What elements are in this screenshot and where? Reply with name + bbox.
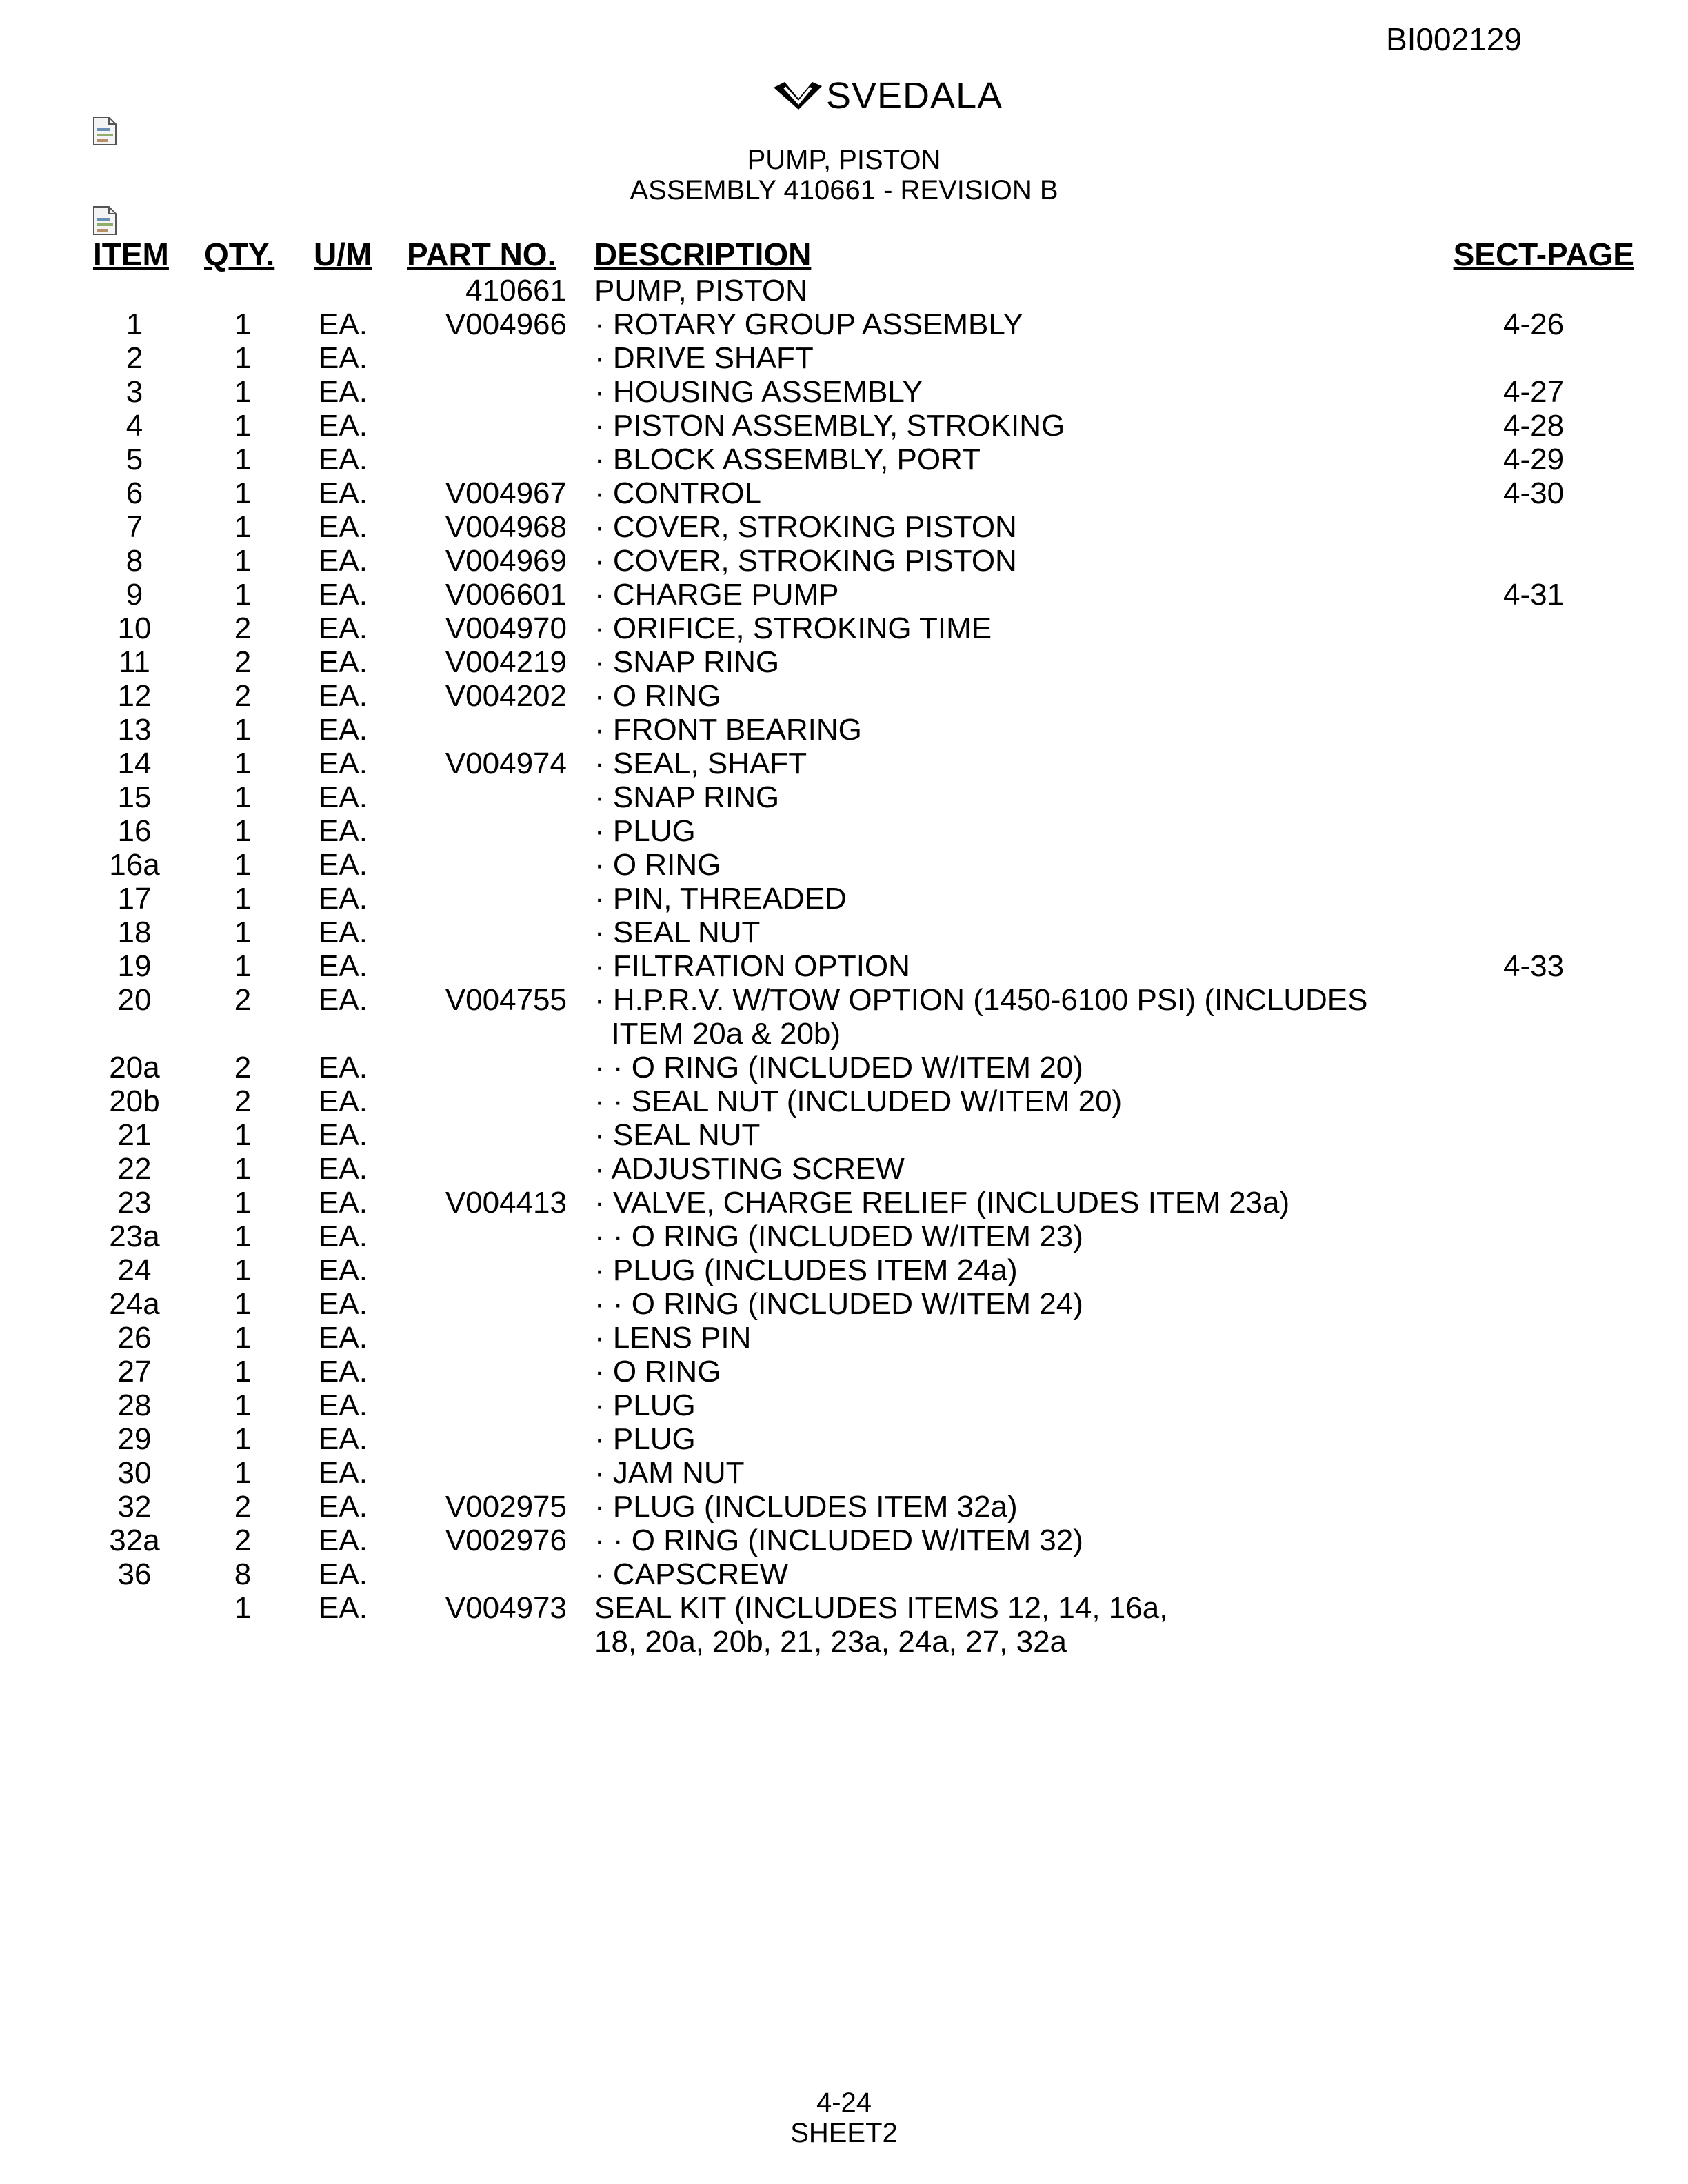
- description-cell: [594, 443, 981, 476]
- item-cell: 16a: [109, 848, 160, 882]
- description-line: · PLUG (INCLUDES ITEM 32a): [594, 1490, 1018, 1524]
- um-cell: EA.: [319, 1253, 368, 1287]
- table-row: [0, 1186, 1688, 1220]
- description-line: · O RING: [594, 848, 721, 882]
- description-cell: [594, 611, 992, 645]
- um-cell: EA.: [319, 578, 368, 611]
- qty-cell: 1: [234, 1422, 252, 1456]
- table-row: [0, 679, 1688, 713]
- description-line: · FILTRATION OPTION: [594, 949, 910, 983]
- description-line: · PLUG: [594, 1388, 696, 1422]
- qty-cell: 2: [234, 1524, 252, 1557]
- table-row: [0, 949, 1688, 983]
- qty-cell: 1: [234, 1152, 252, 1186]
- item-cell: 3: [125, 375, 143, 409]
- column-header-um: U/M: [314, 236, 372, 272]
- table-row: [0, 1524, 1688, 1557]
- description-line: · PLUG: [594, 1422, 696, 1456]
- um-cell: EA.: [319, 544, 368, 578]
- description-cell: [594, 409, 1065, 443]
- item-cell: 21: [117, 1118, 152, 1152]
- table-row: [0, 848, 1688, 882]
- description-cell: [594, 578, 838, 611]
- description-cell: [594, 848, 721, 882]
- sect-page-cell: 4-27: [1503, 375, 1565, 409]
- description-line: · ORIFICE, STROKING TIME: [594, 611, 992, 645]
- table-row: [0, 1253, 1688, 1287]
- description-cell: [594, 679, 721, 713]
- qty-cell: 1: [234, 713, 252, 747]
- item-cell: 23: [117, 1186, 152, 1220]
- um-cell: EA.: [319, 747, 368, 780]
- um-cell: EA.: [319, 341, 368, 375]
- um-cell: EA.: [319, 1084, 368, 1118]
- um-cell: EA.: [319, 1152, 368, 1186]
- description-line: · PLUG (INCLUDES ITEM 24a): [594, 1253, 1018, 1287]
- part-no-cell: V004219: [445, 645, 567, 679]
- description-line: · HOUSING ASSEMBLY: [594, 375, 923, 409]
- qty-cell: 1: [234, 1118, 252, 1152]
- um-cell: EA.: [319, 916, 368, 949]
- table-row: [0, 611, 1688, 645]
- description-cell: [594, 1422, 696, 1456]
- item-cell: 26: [117, 1321, 152, 1355]
- description-cell: [594, 949, 910, 983]
- table-row: [0, 882, 1688, 916]
- qty-cell: 8: [234, 1557, 252, 1591]
- qty-cell: 1: [234, 916, 252, 949]
- um-cell: EA.: [319, 1287, 368, 1321]
- part-no-cell: V004968: [445, 510, 567, 544]
- um-cell: EA.: [319, 1524, 368, 1557]
- description-cell: [594, 307, 1023, 341]
- description-line: · FRONT BEARING: [594, 713, 862, 747]
- um-cell: EA.: [319, 1422, 368, 1456]
- document-id: BI002129: [1386, 21, 1522, 57]
- qty-cell: 2: [234, 1490, 252, 1524]
- description-cell: [594, 1084, 1122, 1118]
- description-line: · PISTON ASSEMBLY, STROKING: [594, 409, 1065, 443]
- um-cell: EA.: [319, 713, 368, 747]
- description-cell: [594, 1253, 1018, 1287]
- um-cell: EA.: [319, 1591, 368, 1625]
- description-cell: [594, 1051, 1083, 1084]
- item-cell: 20a: [109, 1051, 160, 1084]
- qty-cell: 1: [234, 1220, 252, 1253]
- table-row: [0, 274, 1688, 307]
- qty-cell: 1: [234, 510, 252, 544]
- description-line: · SNAP RING: [594, 645, 780, 679]
- table-row: [0, 1591, 1688, 1659]
- qty-cell: 1: [234, 544, 252, 578]
- description-line: · ADJUSTING SCREW: [594, 1152, 905, 1186]
- qty-cell: 1: [234, 578, 252, 611]
- sect-page-cell: 4-33: [1503, 949, 1565, 983]
- item-cell: 27: [117, 1355, 152, 1388]
- table-row: [0, 713, 1688, 747]
- description-line: · O RING: [594, 679, 721, 713]
- sect-page-cell: 4-29: [1503, 443, 1565, 476]
- table-row: [0, 1422, 1688, 1456]
- table-row: [0, 747, 1688, 780]
- um-cell: EA.: [319, 1186, 368, 1220]
- qty-cell: 1: [234, 882, 252, 916]
- item-cell: 22: [117, 1152, 152, 1186]
- table-row: [0, 1490, 1688, 1524]
- description-cell: [594, 1591, 1167, 1659]
- table-row: [0, 375, 1688, 409]
- item-cell: 24: [117, 1253, 152, 1287]
- description-cell: [594, 1118, 760, 1152]
- part-no-cell: V004974: [445, 747, 567, 780]
- item-cell: 29: [117, 1422, 152, 1456]
- description-line: · COVER, STROKING PISTON: [594, 510, 1017, 544]
- sect-page-cell: 4-31: [1503, 578, 1565, 611]
- svedala-logo: [771, 74, 1003, 117]
- description-cell: [594, 1524, 1083, 1557]
- table-row: [0, 1355, 1688, 1388]
- item-cell: 23a: [109, 1220, 160, 1253]
- item-cell: 9: [125, 578, 143, 611]
- qty-cell: 1: [234, 409, 252, 443]
- description-line: PUMP, PISTON: [594, 274, 807, 307]
- qty-cell: 1: [234, 375, 252, 409]
- table-row: [0, 443, 1688, 476]
- item-cell: 4: [125, 409, 143, 443]
- description-line: · · O RING (INCLUDED W/ITEM 24): [594, 1287, 1083, 1321]
- um-cell: EA.: [319, 780, 368, 814]
- description-cell: [594, 274, 807, 307]
- item-cell: 14: [117, 747, 152, 780]
- description-line: · CHARGE PUMP: [594, 578, 839, 611]
- qty-cell: 1: [234, 747, 252, 780]
- um-cell: EA.: [319, 611, 368, 645]
- description-line: · · SEAL NUT (INCLUDED W/ITEM 20): [594, 1084, 1123, 1118]
- um-cell: EA.: [319, 645, 368, 679]
- part-no-cell: V006601: [445, 578, 567, 611]
- table-row: [0, 1557, 1688, 1591]
- qty-cell: 1: [234, 949, 252, 983]
- table-row: [0, 780, 1688, 814]
- description-cell: [594, 747, 807, 780]
- table-row: [0, 1456, 1688, 1490]
- table-row: [0, 1220, 1688, 1253]
- qty-cell: 1: [234, 780, 252, 814]
- qty-cell: 2: [234, 1051, 252, 1084]
- description-line: · CAPSCREW: [594, 1557, 789, 1591]
- sect-page-cell: 4-30: [1503, 476, 1565, 510]
- part-no-cell: 410661: [465, 274, 567, 307]
- description-line: · CONTROL: [594, 476, 761, 510]
- item-cell: 12: [117, 679, 152, 713]
- column-header-item: ITEM: [93, 236, 169, 272]
- um-cell: EA.: [319, 1388, 368, 1422]
- qty-cell: 2: [234, 1084, 252, 1118]
- qty-cell: 2: [234, 645, 252, 679]
- description-cell: [594, 983, 1367, 1051]
- um-cell: EA.: [319, 1557, 368, 1591]
- description-line: · LENS PIN: [594, 1321, 752, 1355]
- description-cell: [594, 814, 696, 848]
- um-cell: EA.: [319, 814, 368, 848]
- table-row: [0, 1388, 1688, 1422]
- column-header-qty: QTY.: [204, 236, 275, 272]
- item-cell: 8: [125, 544, 143, 578]
- svedala-logo-icon: [771, 78, 825, 114]
- um-cell: EA.: [319, 1456, 368, 1490]
- qty-cell: 1: [234, 307, 252, 341]
- table-row: [0, 510, 1688, 544]
- table-row: [0, 645, 1688, 679]
- part-no-cell: V002976: [445, 1524, 567, 1557]
- um-cell: EA.: [319, 1118, 368, 1152]
- document-subtitle: ASSEMBLY 410661 - REVISION B: [630, 175, 1058, 205]
- item-cell: 28: [117, 1388, 152, 1422]
- um-cell: EA.: [319, 476, 368, 510]
- part-no-cell: V004969: [445, 544, 567, 578]
- part-no-cell: V004970: [445, 611, 567, 645]
- description-line: · SNAP RING: [594, 780, 780, 814]
- item-cell: 7: [125, 510, 143, 544]
- item-cell: 19: [117, 949, 152, 983]
- qty-cell: 1: [234, 476, 252, 510]
- description-cell: [594, 1355, 721, 1388]
- qty-cell: 1: [234, 848, 252, 882]
- description-cell: [594, 1220, 1083, 1253]
- table-row: [0, 983, 1688, 1051]
- description-line: SEAL KIT (INCLUDES ITEMS 12, 14, 16a,: [594, 1591, 1168, 1625]
- item-cell: 2: [125, 341, 143, 375]
- table-row: [0, 1152, 1688, 1186]
- description-line: · · O RING (INCLUDED W/ITEM 32): [594, 1524, 1083, 1557]
- item-cell: 11: [119, 645, 150, 679]
- description-cell: [594, 1388, 696, 1422]
- description-cell: [594, 1186, 1289, 1220]
- table-row: [0, 307, 1688, 341]
- document-file-icon[interactable]: [91, 116, 119, 146]
- item-cell: 32a: [109, 1524, 160, 1557]
- item-cell: 32: [117, 1490, 152, 1524]
- um-cell: EA.: [319, 1490, 368, 1524]
- description-line: · PIN, THREADED: [594, 882, 847, 916]
- description-line: · SEAL NUT: [594, 1118, 761, 1152]
- qty-cell: 2: [234, 611, 252, 645]
- qty-cell: 1: [234, 341, 252, 375]
- table-row: [0, 814, 1688, 848]
- description-cell: [594, 341, 814, 375]
- um-cell: EA.: [319, 307, 368, 341]
- description-continuation: ITEM 20a & 20b): [594, 1017, 841, 1051]
- um-cell: EA.: [319, 375, 368, 409]
- um-cell: EA.: [319, 848, 368, 882]
- um-cell: EA.: [319, 983, 368, 1017]
- sect-page-cell: 4-28: [1503, 409, 1565, 443]
- description-line: · H.P.R.V. W/TOW OPTION (1450-6100 PSI) (INCLUDES: [594, 983, 1368, 1017]
- description-line: · PLUG: [594, 814, 696, 848]
- table-row: [0, 409, 1688, 443]
- description-cell: [594, 713, 862, 747]
- description-line: · SEAL NUT: [594, 916, 761, 949]
- item-cell: 24a: [109, 1287, 160, 1321]
- um-cell: EA.: [319, 679, 368, 713]
- qty-cell: 1: [234, 1355, 252, 1388]
- part-no-cell: V004973: [445, 1591, 567, 1625]
- item-cell: 30: [117, 1456, 152, 1490]
- description-line: · JAM NUT: [594, 1456, 745, 1490]
- description-line: · · O RING (INCLUDED W/ITEM 20): [594, 1051, 1083, 1084]
- column-header-description: DESCRIPTION: [594, 236, 812, 272]
- um-cell: EA.: [319, 1051, 368, 1084]
- description-line: · BLOCK ASSEMBLY, PORT: [594, 443, 981, 476]
- sheet-label: SHEET2: [790, 2118, 898, 2148]
- sect-page-cell: 4-26: [1503, 307, 1565, 341]
- table-row: [0, 1084, 1688, 1118]
- part-no-cell: V004413: [445, 1186, 567, 1220]
- part-no-cell: V004755: [445, 983, 567, 1017]
- qty-cell: 2: [234, 983, 252, 1017]
- um-cell: EA.: [319, 1355, 368, 1388]
- description-line: · DRIVE SHAFT: [594, 341, 814, 375]
- item-cell: 16: [117, 814, 152, 848]
- part-no-cell: V004202: [445, 679, 567, 713]
- description-cell: [594, 476, 761, 510]
- qty-cell: 1: [234, 1591, 252, 1625]
- qty-cell: 1: [234, 1321, 252, 1355]
- item-cell: 15: [117, 780, 152, 814]
- description-line: · SEAL, SHAFT: [594, 747, 807, 780]
- description-cell: [594, 780, 779, 814]
- table-row: [0, 1321, 1688, 1355]
- description-cell: [594, 1557, 788, 1591]
- table-row: [0, 476, 1688, 510]
- part-no-cell: V004966: [445, 307, 567, 341]
- description-cell: [594, 544, 1017, 578]
- qty-cell: 1: [234, 1287, 252, 1321]
- page-number: 4-24: [816, 2087, 872, 2118]
- qty-cell: 1: [234, 1456, 252, 1490]
- document-title: PUMP, PISTON: [747, 145, 941, 175]
- qty-cell: 1: [234, 814, 252, 848]
- description-continuation: 18, 20a, 20b, 21, 23a, 24a, 27, 32a: [594, 1625, 1067, 1659]
- qty-cell: 1: [234, 1253, 252, 1287]
- table-row: [0, 1051, 1688, 1084]
- item-cell: 17: [117, 882, 152, 916]
- description-cell: [594, 1490, 1018, 1524]
- description-line: · O RING: [594, 1355, 721, 1388]
- item-cell: 20: [117, 983, 152, 1017]
- qty-cell: 1: [234, 1388, 252, 1422]
- um-cell: EA.: [319, 510, 368, 544]
- description-cell: [594, 916, 760, 949]
- table-row: [0, 578, 1688, 611]
- parts-list: [0, 274, 1688, 1659]
- part-no-cell: V004967: [445, 476, 567, 510]
- description-cell: [594, 1321, 751, 1355]
- description-cell: [594, 1152, 905, 1186]
- qty-cell: 2: [234, 679, 252, 713]
- item-cell: 5: [125, 443, 143, 476]
- item-cell: 1: [125, 307, 143, 341]
- description-cell: [594, 645, 779, 679]
- description-cell: [594, 375, 923, 409]
- qty-cell: 1: [234, 443, 252, 476]
- description-line: · · O RING (INCLUDED W/ITEM 23): [594, 1220, 1083, 1253]
- logo-text: SVEDALA: [826, 75, 1003, 117]
- item-cell: 13: [117, 713, 152, 747]
- qty-cell: 1: [234, 1186, 252, 1220]
- um-cell: EA.: [319, 1321, 368, 1355]
- item-cell: 36: [117, 1557, 152, 1591]
- description-line: · VALVE, CHARGE RELIEF (INCLUDES ITEM 23a): [594, 1186, 1290, 1220]
- table-row: [0, 341, 1688, 375]
- table-row: [0, 1287, 1688, 1321]
- item-cell: 6: [125, 476, 143, 510]
- description-cell: [594, 510, 1017, 544]
- item-cell: 10: [117, 611, 152, 645]
- document-file-icon[interactable]: [91, 205, 119, 236]
- um-cell: EA.: [319, 882, 368, 916]
- um-cell: EA.: [319, 409, 368, 443]
- part-no-cell: V002975: [445, 1490, 567, 1524]
- item-cell: 18: [117, 916, 152, 949]
- um-cell: EA.: [319, 949, 368, 983]
- column-header-part-no: PART NO.: [407, 236, 556, 272]
- table-row: [0, 916, 1688, 949]
- table-row: [0, 1118, 1688, 1152]
- description-line: · ROTARY GROUP ASSEMBLY: [594, 307, 1023, 341]
- description-line: · COVER, STROKING PISTON: [594, 544, 1017, 578]
- description-cell: [594, 1456, 745, 1490]
- um-cell: EA.: [319, 1220, 368, 1253]
- description-cell: [594, 882, 847, 916]
- description-cell: [594, 1287, 1083, 1321]
- table-row: [0, 544, 1688, 578]
- um-cell: EA.: [319, 443, 368, 476]
- item-cell: 20b: [109, 1084, 160, 1118]
- column-header-sect-page: SECT-PAGE: [1453, 236, 1634, 272]
